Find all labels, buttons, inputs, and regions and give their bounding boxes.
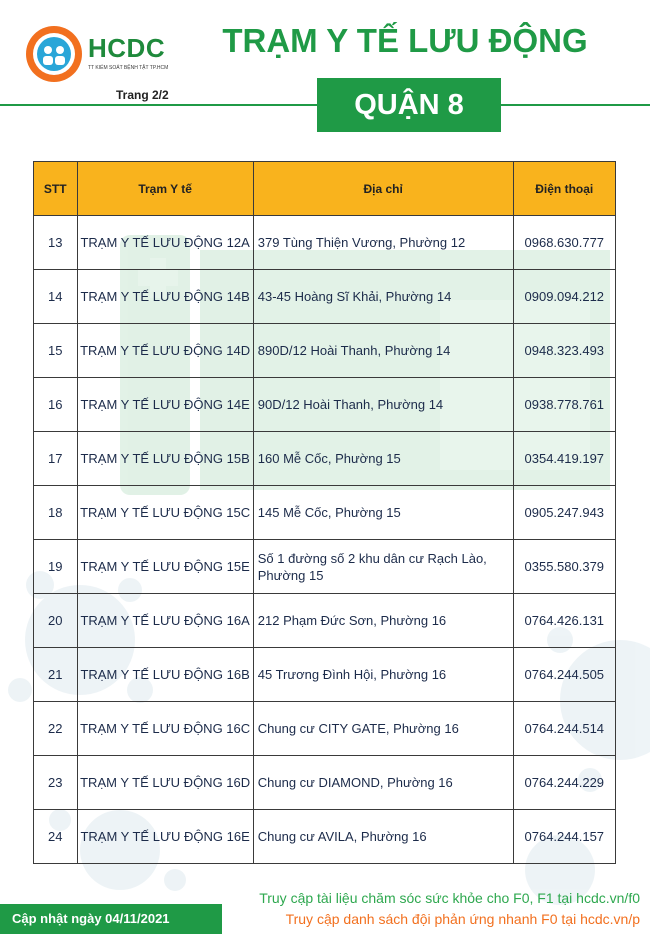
- column-header-phone: Điện thoại: [513, 162, 615, 216]
- table-row: [34, 648, 616, 702]
- row-phone: 0764.244.229: [513, 756, 615, 810]
- column-header-stt: STT: [34, 162, 78, 216]
- column-header-station: Trạm Y tế: [77, 162, 253, 216]
- row-phone: 0938.778.761: [513, 378, 615, 432]
- row-station-name: TRẠM Y TẾ LƯU ĐỘNG 15E: [77, 540, 253, 594]
- row-station-name: TRẠM Y TẾ LƯU ĐỘNG 15C: [77, 486, 253, 540]
- row-stt: 19: [34, 540, 78, 594]
- row-address: Chung cư DIAMOND, Phường 16: [253, 756, 513, 810]
- row-station-name: TRẠM Y TẾ LƯU ĐỘNG 14D: [77, 324, 253, 378]
- footer-f0-docs-link[interactable]: Truy cập tài liệu chăm sóc sức khỏe cho F0, F1 tại hcdc.vn/f0: [259, 890, 640, 906]
- row-stt: 16: [34, 378, 78, 432]
- row-station-name: TRẠM Y TẾ LƯU ĐỘNG 16B: [77, 648, 253, 702]
- row-phone: 0968.630.777: [513, 216, 615, 270]
- hcdc-logo: [24, 24, 84, 84]
- table-row: [34, 540, 616, 594]
- row-phone: 0764.244.505: [513, 648, 615, 702]
- district-badge: QUẬN 8: [317, 78, 501, 132]
- row-station-name: TRẠM Y TẾ LƯU ĐỘNG 16E: [77, 810, 253, 864]
- row-station-name: TRẠM Y TẾ LƯU ĐỘNG 14E: [77, 378, 253, 432]
- row-station-name: TRẠM Y TẾ LƯU ĐỘNG 14B: [77, 270, 253, 324]
- page-header: [0, 0, 650, 160]
- row-address: 43-45 Hoàng Sĩ Khải, Phường 14: [253, 270, 513, 324]
- row-phone: 0354.419.197: [513, 432, 615, 486]
- table-row: [34, 378, 616, 432]
- update-date-badge: Cập nhật ngày 04/11/2021: [0, 904, 222, 934]
- row-address: Chung cư CITY GATE, Phường 16: [253, 702, 513, 756]
- row-phone: 0764.244.514: [513, 702, 615, 756]
- row-station-name: TRẠM Y TẾ LƯU ĐỘNG 16A: [77, 594, 253, 648]
- row-stt: 20: [34, 594, 78, 648]
- row-stt: 21: [34, 648, 78, 702]
- table-row: [34, 432, 616, 486]
- row-stt: 23: [34, 756, 78, 810]
- footer-response-team-link[interactable]: Truy cập danh sách đội phản ứng nhanh F0 tại hcdc.vn/p: [285, 911, 640, 927]
- table-row: [34, 756, 616, 810]
- row-phone: 0948.323.493: [513, 324, 615, 378]
- stations-table: [33, 161, 616, 864]
- row-stt: 17: [34, 432, 78, 486]
- table-row: [34, 216, 616, 270]
- row-stt: 15: [34, 324, 78, 378]
- row-address: 379 Tùng Thiện Vương, Phường 12: [253, 216, 513, 270]
- column-header-address: Địa chỉ: [253, 162, 513, 216]
- row-phone: 0909.094.212: [513, 270, 615, 324]
- row-stt: 24: [34, 810, 78, 864]
- row-address: Chung cư AVILA, Phường 16: [253, 810, 513, 864]
- brand-name: HCDC: [88, 33, 166, 63]
- row-station-name: TRẠM Y TẾ LƯU ĐỘNG 16C: [77, 702, 253, 756]
- row-address: 45 Trương Đình Hội, Phường 16: [253, 648, 513, 702]
- row-address: 890D/12 Hoài Thanh, Phường 14: [253, 324, 513, 378]
- table-row: [34, 324, 616, 378]
- table-row: [34, 594, 616, 648]
- row-address: 90D/12 Hoài Thanh, Phường 14: [253, 378, 513, 432]
- row-phone: 0764.426.131: [513, 594, 615, 648]
- table-row: [34, 486, 616, 540]
- row-phone: 0905.247.943: [513, 486, 615, 540]
- table-row: [34, 270, 616, 324]
- page-indicator: Trang 2/2: [116, 88, 169, 102]
- table-row: [34, 810, 616, 864]
- row-address: Số 1 đường số 2 khu dân cư Rạch Lào, Phường 15: [253, 540, 513, 594]
- row-address: 145 Mễ Cốc, Phường 15: [253, 486, 513, 540]
- row-phone: 0355.580.379: [513, 540, 615, 594]
- row-phone: 0764.244.157: [513, 810, 615, 864]
- row-station-name: TRẠM Y TẾ LƯU ĐỘNG 12A: [77, 216, 253, 270]
- row-address: 160 Mễ Cốc, Phường 15: [253, 432, 513, 486]
- row-stt: 22: [34, 702, 78, 756]
- row-address: 212 Phạm Đức Sơn, Phường 16: [253, 594, 513, 648]
- row-station-name: TRẠM Y TẾ LƯU ĐỘNG 15B: [77, 432, 253, 486]
- row-stt: 13: [34, 216, 78, 270]
- page-title: TRẠM Y TẾ LƯU ĐỘNG: [222, 22, 588, 59]
- table-row: [34, 702, 616, 756]
- row-station-name: TRẠM Y TẾ LƯU ĐỘNG 16D: [77, 756, 253, 810]
- brand-subtitle: TT KIỂM SOÁT BỆNH TẬT TP.HCM: [88, 65, 169, 71]
- row-stt: 18: [34, 486, 78, 540]
- row-stt: 14: [34, 270, 78, 324]
- table-header-row: [34, 162, 616, 216]
